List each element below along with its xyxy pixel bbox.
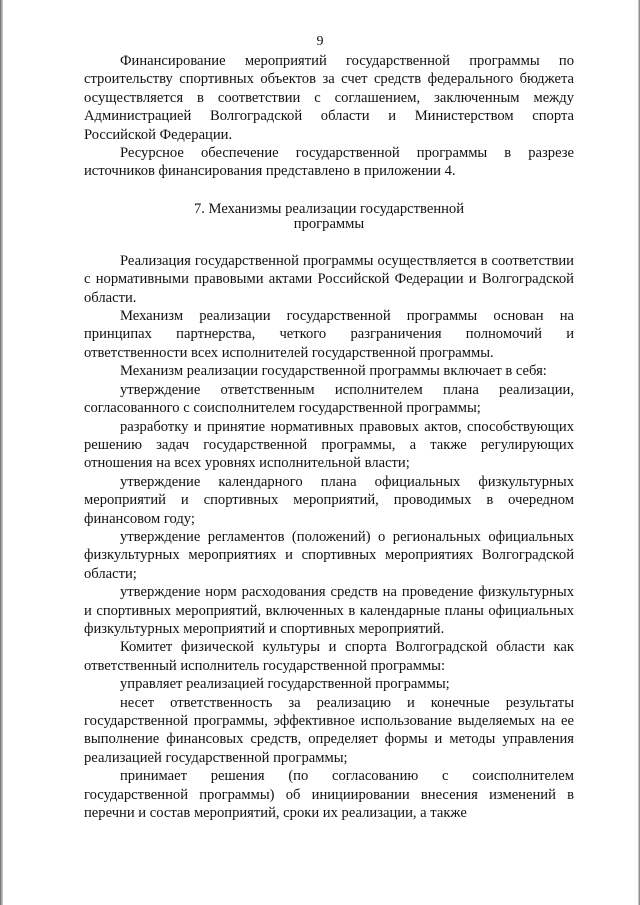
page-number: 9 (316, 34, 324, 49)
paragraph: Комитет физической культуры и спорта Волгоградской области как ответственный исполнитель государственной программы: (84, 639, 574, 674)
list-item: утверждение норм расходования средств на проведение физкультурных и спортивных мероприятий, включенных в календарные планы официальных физкультурных мероприятий и спортивных мероприятий. (84, 584, 574, 637)
scan-left-edge (0, 0, 3, 905)
list-item: несет ответственность за реализацию и конечные результаты государственной программы, эффективное использование выделяемых на ее выполнение финансовых средств, определяет формы и методы управления реализацией государственной программы; (84, 694, 574, 766)
list-item: управляет реализацией государственной программы; (120, 676, 450, 693)
list-item: утверждение календарного плана официальных физкультурных мероприятий и спортивных мероприятий, проводимых в очередном финансовом году; (84, 473, 574, 527)
list-item: принимает решения (по согласованию с соисполнителем государственной программы) об инициировании внесения изменений в перечни и состав мероприятий, сроки их реализации, а также (84, 768, 574, 822)
paragraph-financing: Финансирование мероприятий государственной программы по строительству спортивных объектов за счет средств федерального бюджета осуществляется в соответствии с соглашением, заключенным между Администрацией Волгоградской области и Министерством спорта Российской Федерации. (84, 53, 574, 143)
list-item: утверждение регламентов (положений) о региональных официальных физкультурных мероприятиях и спортивных мероприятиях Волгоградской области; (84, 528, 574, 582)
paragraph: Механизм реализации государственной программы включает в себя: (120, 363, 547, 380)
paragraph: Механизм реализации государственной программы основан на принципах партнерства, четкого разграничения полномочий и ответственности всех исполнителей государственной программы. (84, 308, 574, 361)
paragraph: Реализация государственной программы осуществляется в соответствии с нормативными правовыми актами Российской Федерации и Волгоградской области. (84, 252, 574, 306)
section-heading-line2: программы (293, 216, 365, 233)
list-item: утверждение ответственным исполнителем плана реализации, согласованного с соисполнителем государственной программы; (84, 381, 574, 417)
paragraph-resources: Ресурсное обеспечение государственной программы в разрезе источников финансирования представлено в приложении 4. (84, 145, 574, 180)
section-heading-line1: 7. Механизмы реализации государственной (193, 200, 465, 217)
list-item: разработку и принятие нормативных правовых актов, способствующих решению задач государственной программы, а также регулирующих отношения на всех уровнях исполнительной власти; (84, 418, 574, 472)
document-body (84, 52, 574, 822)
section-heading (84, 202, 574, 233)
